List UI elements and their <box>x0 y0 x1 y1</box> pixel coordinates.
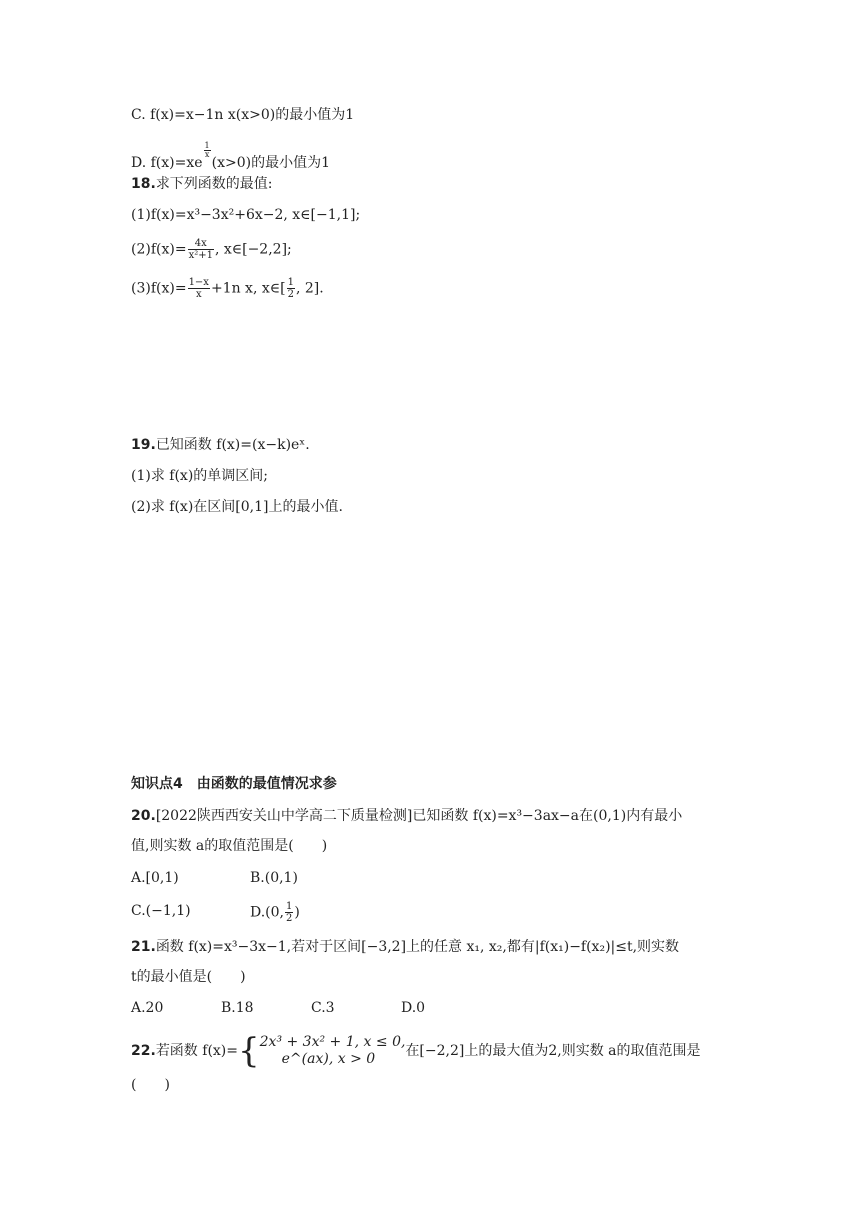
q21-stem-text: 函数 f(x)=x³−3x−1,若对于区间[−3,2]上的任意 x₁, x₂,都有|f(x₁)−f(x₂)|≤t,则实数 <box>155 939 680 955</box>
section-title: 知识点4 由函数的最值情况求参 <box>131 776 337 792</box>
q21-stem-line2: t的最小值是( ) <box>131 969 246 985</box>
q21-stem-line1 <box>131 937 679 957</box>
piece-case-2: e^(ax), x > 0 <box>281 1051 376 1067</box>
q21-option-a: A.20 <box>131 1000 164 1016</box>
q22-number: 22. <box>131 1043 156 1059</box>
q18-part3-suffix: , 2]. <box>295 280 324 297</box>
q19-stem-text: 已知函数 f(x)=(x−k)eˣ. <box>155 437 310 453</box>
q18-part2-prefix: (2)f(x)= <box>131 241 187 258</box>
q20-stem-text: [2022陕西西安关山中学高二下质量检测]已知函数 f(x)=x³−3ax−a在(0,1)内有最小 <box>155 808 683 824</box>
q20-stem-line2: 值,则实数 a的取值范围是( ) <box>131 838 328 854</box>
q21-option-c: C.3 <box>311 1000 335 1016</box>
q19-stem <box>131 435 310 455</box>
q18-part2 <box>131 238 292 261</box>
q18-stem <box>131 174 273 194</box>
q22-stem <box>131 1031 701 1071</box>
q21-option-b: B.18 <box>221 1000 254 1016</box>
q17-option-d-prefix: D. f(x)=xe <box>131 155 203 171</box>
q18-part3-fraction: $\frac{1-x}{x}$ <box>188 277 209 300</box>
q20-option-a: A.[0,1) <box>131 870 179 886</box>
q17-option-c: C. f(x)=x−1n x(x>0)的最小值为1 <box>131 107 355 123</box>
q18-part3-mid: +1n x, x∈[ <box>210 280 286 297</box>
q19-part2: (2)求 f(x)在区间[0,1]上的最小值. <box>131 499 343 515</box>
piecewise-cases <box>260 1034 406 1068</box>
q18-number: 18. <box>131 176 156 192</box>
q20-option-d-fraction: $\frac{1}{2}$ <box>286 901 293 924</box>
piecewise-brace: { <box>238 1031 260 1071</box>
q22-stem-prefix: 若函数 f(x)= <box>155 1043 238 1059</box>
q20-option-b: B.(0,1) <box>250 870 298 886</box>
q17-option-d-suffix: (x>0)的最小值为1 <box>211 155 331 171</box>
q20-option-d: D.(0, $\frac{1}{2}$ ) <box>250 901 300 924</box>
q17-option-d-exponent: $\frac{1}{x}$ <box>204 141 210 159</box>
q20-option-c: C.(−1,1) <box>131 903 191 919</box>
q18-part1: (1)f(x)=x³−3x²+6x−2, x∈[−1,1]; <box>131 207 361 223</box>
q18-part3-half: $\frac{1}{2}$ <box>287 277 294 300</box>
q18-stem-text: 求下列函数的最值: <box>155 176 273 192</box>
q19-part1: (1)求 f(x)的单调区间; <box>131 468 268 484</box>
q21-number: 21. <box>131 939 156 955</box>
q20-stem-line1 <box>131 806 682 826</box>
piece-case-1: 2x³ + 3x² + 1, x ≤ 0, <box>259 1034 406 1050</box>
q22-stem-suffix: 在[−2,2]上的最大值为2,则实数 a的取值范围是 <box>405 1043 701 1059</box>
q18-part2-suffix: , x∈[−2,2]; <box>214 241 292 258</box>
q19-number: 19. <box>131 437 156 453</box>
q18-part3 <box>131 277 324 300</box>
q18-part3-prefix: (3)f(x)= <box>131 280 187 297</box>
q22-stem-line2: ( ) <box>131 1077 170 1093</box>
q21-option-d: D.0 <box>401 1000 426 1016</box>
q17-option-d <box>131 142 330 173</box>
q20-number: 20. <box>131 808 156 824</box>
q18-part2-fraction: $\frac{4x}{\text{x²+1}}$ <box>188 238 213 261</box>
